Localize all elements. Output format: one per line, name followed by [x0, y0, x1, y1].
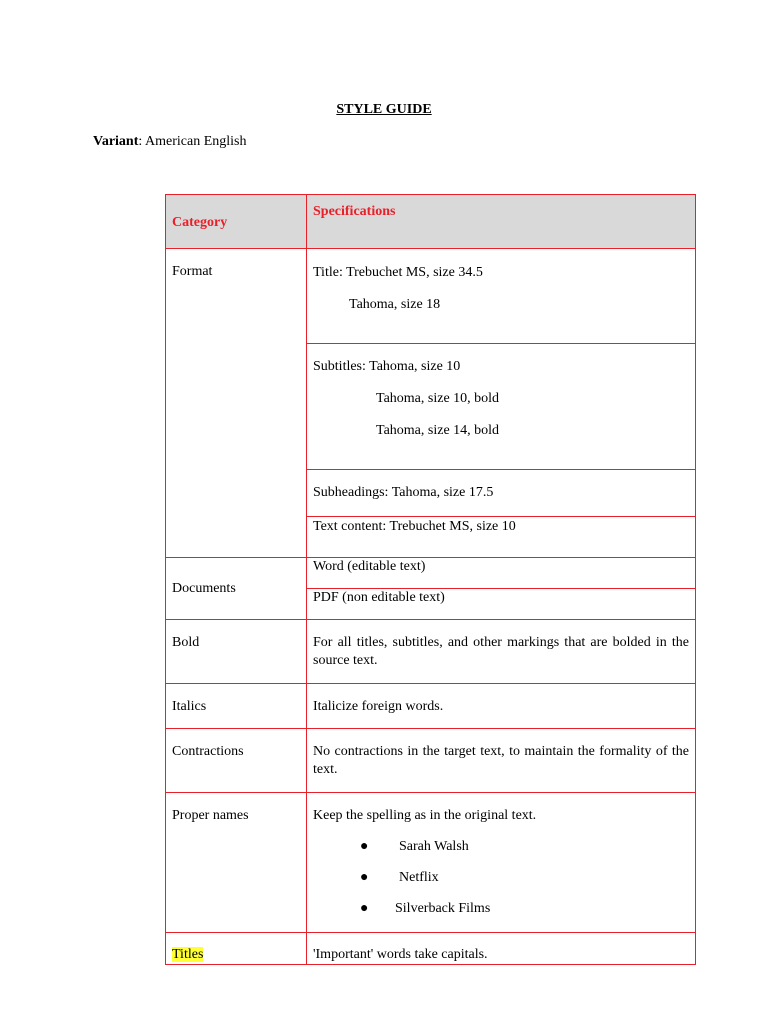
table-row — [166, 620, 696, 684]
list-item — [313, 900, 689, 931]
category-format: Format — [166, 249, 307, 558]
spec-subheadings: Subheadings: Tahoma, size 17.5 — [307, 470, 696, 517]
table-header-row — [166, 195, 696, 249]
style-guide-table — [165, 194, 696, 965]
spec-italics: Italicize foreign words. — [307, 684, 696, 729]
proper-names-list — [313, 838, 689, 931]
list-item-text: Sarah Walsh — [399, 839, 469, 854]
spec-word: Word (editable text) — [307, 558, 696, 589]
spec-contractions: No contractions in the target text, to maintain the formality of the text. — [307, 729, 696, 793]
spec-bold: For all titles, subtitles, and other markings that are bolded in the source text. — [307, 620, 696, 684]
list-item-text: Silverback Films — [395, 901, 491, 916]
variant-line — [93, 133, 246, 151]
spec-pdf: PDF (non editable text) — [307, 589, 696, 620]
bullet-icon: ● — [360, 901, 369, 916]
table-row — [166, 558, 696, 589]
spec-proper-names-text: Keep the spelling as in the original text. — [313, 808, 537, 823]
spec-title-line2: Tahoma, size 18 — [349, 297, 441, 312]
list-item-text: Netflix — [399, 870, 439, 885]
spec-subtitles-line1: Subtitles: Tahoma, size 10 — [313, 359, 461, 374]
spec-text-content: Text content: Trebuchet MS, size 10 — [307, 517, 696, 558]
table-row — [166, 793, 696, 933]
header-category: Category — [166, 195, 307, 249]
table-row — [166, 684, 696, 729]
variant-separator: : — [138, 134, 143, 149]
bullet-icon: ● — [360, 839, 369, 854]
category-proper-names: Proper names — [166, 793, 307, 933]
category-titles — [166, 933, 307, 965]
header-specifications: Specifications — [307, 195, 696, 249]
highlighted-titles-label: Titles — [172, 947, 204, 962]
spec-proper-names — [307, 793, 696, 933]
spec-title — [307, 249, 696, 344]
category-italics: Italics — [166, 684, 307, 729]
spec-title-line1: Title: Trebuchet MS, size 34.5 — [313, 265, 483, 280]
table-row — [166, 729, 696, 793]
variant-label: Variant — [93, 134, 139, 149]
spec-subtitles — [307, 344, 696, 470]
table-row — [166, 249, 696, 344]
list-item — [313, 869, 689, 900]
bullet-icon: ● — [360, 870, 369, 885]
table-row — [166, 933, 696, 965]
category-contractions: Contractions — [166, 729, 307, 793]
spec-titles: 'Important' words take capitals. — [307, 933, 696, 965]
spec-subtitles-line3: Tahoma, size 14, bold — [376, 423, 500, 438]
category-bold: Bold — [166, 620, 307, 684]
spec-subtitles-line2: Tahoma, size 10, bold — [376, 391, 500, 406]
category-documents: Documents — [166, 558, 307, 620]
page-title: STYLE GUIDE — [336, 102, 432, 117]
variant-value: American English — [142, 134, 247, 149]
list-item — [313, 838, 689, 869]
